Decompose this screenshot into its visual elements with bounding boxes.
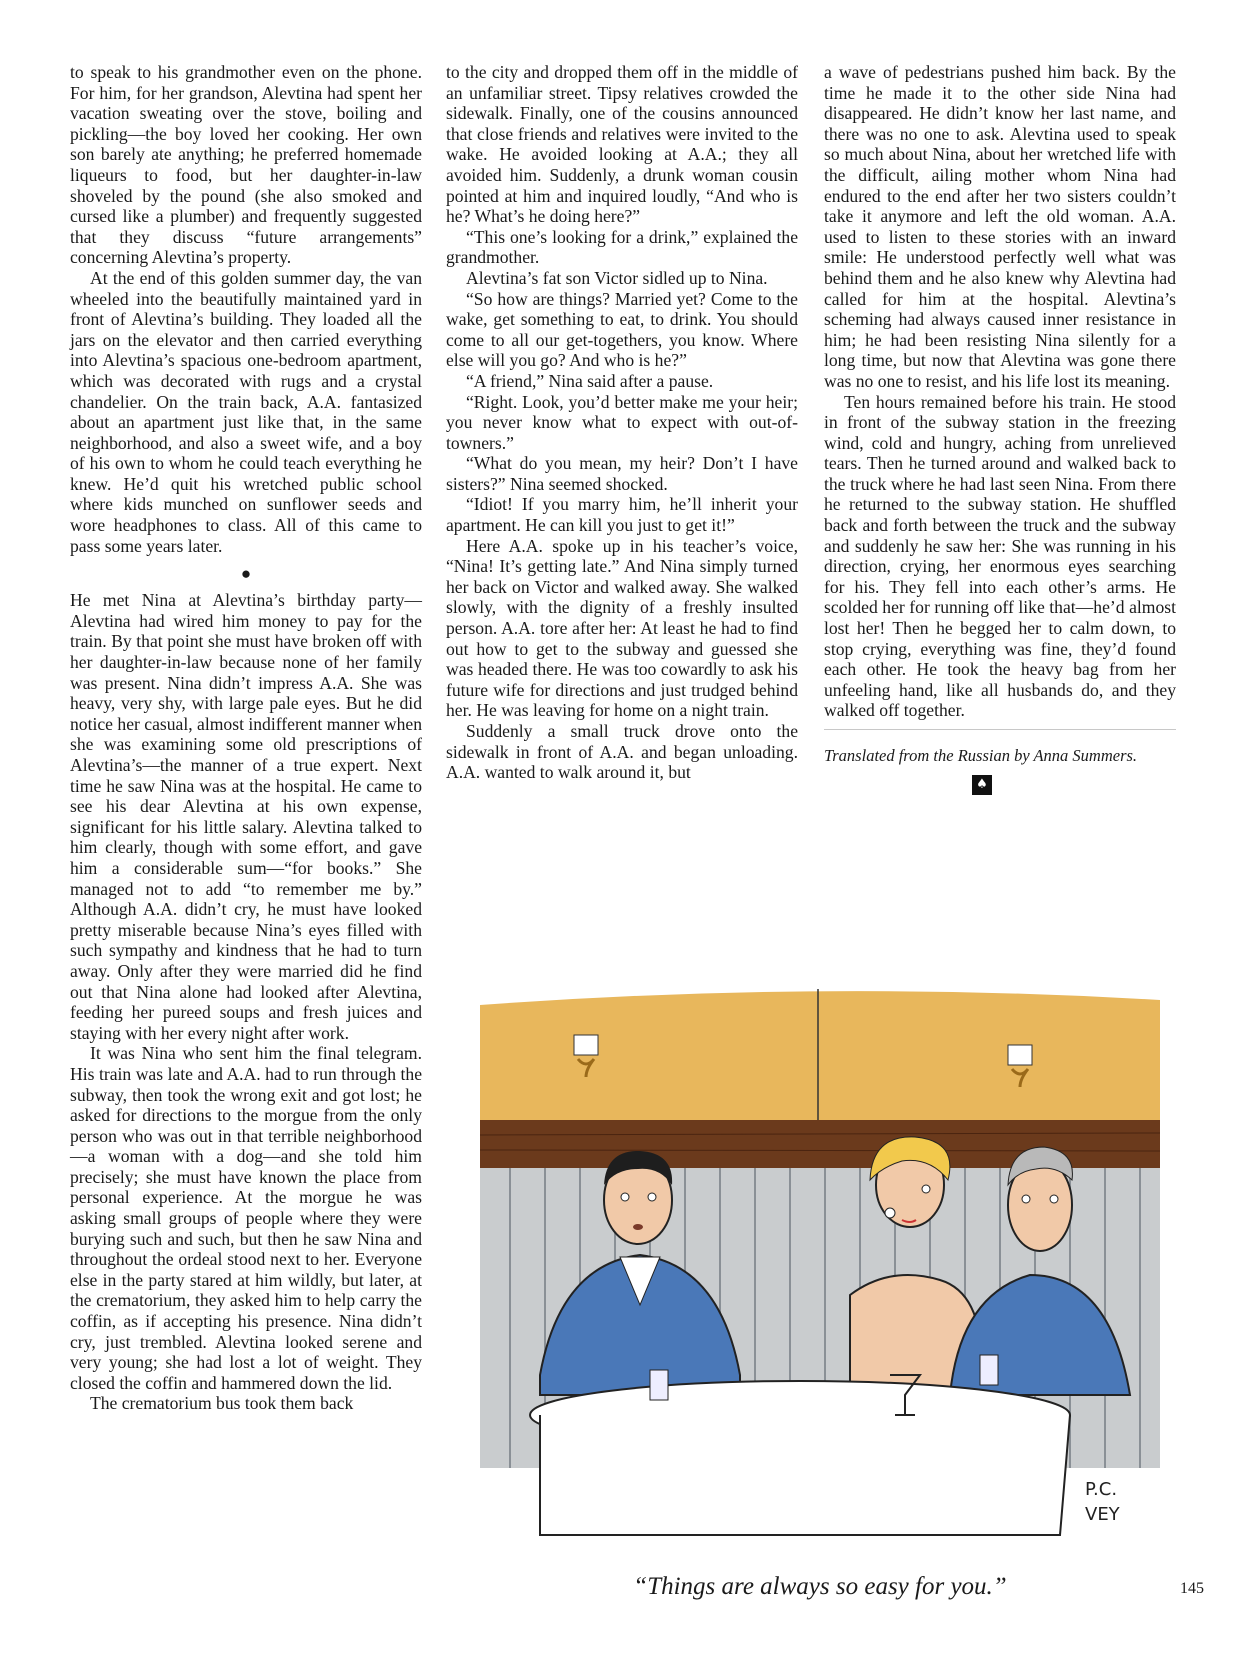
paragraph: “This one’s looking for a drink,” explained the grandmother.	[446, 226, 798, 268]
wall	[480, 991, 1160, 1120]
paragraph: Here A.A. spoke up in his teacher’s voice, “Nina! It’s getting late.” And Nina simply turned her back on Victor and walked away. She walked slowly, with the dignity of a freshly insulted person. A.A. tore after her: At least he had to find out how to get to the subway and guessed she was headed there. He was too cowardly to ask his future wife for directions and just trudged behind her. He was leaving for home on a night train.	[446, 535, 798, 721]
section-break-bullet: ●	[240, 564, 252, 584]
cartoon-illustration	[470, 975, 1170, 1545]
paragraph: He met Nina at Alevtina’s birthday party—Alevtina had wired him money to pay for the train. By that point she must have broken off with her daughter-in-law because none of her family was present. Nina didn’t impress A.A. She was heavy, very shy, with large pale eyes. But he did notice her casual, almost indifferent manner when she was examining some old prescriptions of Alevtina’s—the manner of a true expert. Next time he saw Nina was at the hospital. He came to see his dear Alevtina at his own expense, significant for his little salary. Alevtina talked to him clearly, though with some effort, and gave him a considerable sum—“for books.” She managed not to add “to remember me by.” Although A.A. didn’t cry, he must have looked pretty miserable because Nina’s eyes filled with such sympathy and kindness that he had to turn away. Only after they were married did he find out that Nina alone had looked after Alevtina, feeding her pureed soups and fresh juices and staying with her every night after work.	[70, 590, 422, 1043]
divider	[824, 729, 1176, 730]
paragraph: At the end of this golden summer day, the van wheeled into the beautifully maintained yard in front of Alevtina’s building. They loaded all the jars on the elevator and then carried everything into Alevtina’s spacious one-bedroom apartment, which was decorated with rugs and a crystal chandelier. On the train back, A.A. fantasized about an apartment just like that, in the same neighborhood, and also a sweet wife, and a boy of his own to whom he could teach everything he knew. He’d quit his wretched public school where kids munched on sunflower seeds and wore headphones to class. All of this came to pass some years later.	[70, 267, 422, 556]
page-number: 145	[1180, 1580, 1204, 1597]
glass-left	[650, 1370, 668, 1400]
paragraph: It was Nina who sent him the final telegram. His train was late and A.A. had to run through the subway, then took the wrong exit and got lost; he asked for directions to the morgue from the only person who was out in that terrible neighborhood—a woman with a dog—and she told him precisely; she must have known the place from personal experience. At the morgue he was asking small groups of people where they were burying such and such, but then he saw Nina and throughout the ordeal stood next to her. Everyone else in the party stared at him wildly, but later, at the crematorium, they asked him to help carry the coffin, as if accepting his presence. Nina didn’t cry, just trembled. Alevtina looked serene and very young; she had lost a lot of weight. They closed the coffin and hammered down the lid.	[70, 1043, 422, 1393]
paragraph: “What do you mean, my heir? Don’t I have sisters?” Nina seemed shocked.	[446, 453, 798, 494]
paragraph: a wave of pedestrians pushed him back. By the time he made it to the other side Nina had disappeared. He didn’t know her last name, and there was no one to ask. Alevtina used to speak so much about Nina, about her wretched life with the difficult, ailing mother whom Nina had endured to the end after her two sisters couldn’t take it anymore and left the old woman. A.A. used to listen to these stories with an inward smile: He understood perfectly well what was behind them and he also knew why Alevtina had called for him at the hospital. Alevtina’s scheming had always caused inner resistance in him; he had been resisting Nina silently for a long time, but now that Alevtina was gone there was no one to resist, and his life lost its meaning.	[824, 62, 1176, 391]
paragraph: The crematorium bus took them back	[90, 1393, 354, 1414]
paragraph: “Right. Look, you’d better make me your heir; you never know what to expect with out-of-towners.”	[446, 391, 798, 453]
paragraph: “Idiot! If you marry him, he’ll inherit your apartment. He can kill you just to get it!”	[446, 494, 798, 536]
cartoonist-signature: VEY	[1085, 1504, 1120, 1525]
playboy-bunny-icon: ♠	[972, 775, 992, 795]
paragraph: “A friend,” Nina said after a pause.	[466, 370, 714, 391]
paragraph: “So how are things? Married yet? Come to the wake, get something to eat, to drink. You should come to all our get-togethers, you know. Where else will you go? And who is he?”	[446, 288, 798, 371]
paragraph: Suddenly a small truck drove onto the sidewalk in front of A.A. and began unloading. A.A. wanted to walk around it, but	[446, 721, 798, 783]
cartoonist-signature: P.C.	[1085, 1479, 1118, 1500]
text-column-2	[446, 62, 798, 783]
text-column-3	[824, 62, 1176, 795]
cartoon-caption: “Things are always so easy for you.”	[633, 1573, 1007, 1600]
paragraph: Ten hours remained before his train. He stood in front of the subway station in the freezing wind, cold and hungry, aching from unrelieved tears. Then he turned around and walked back to the truck where he had last seen Nina. From there he returned to the subway station. He shuffled back and forth between the truck and the subway and suddenly he saw her: She was running in his direction, crying, her enormous eyes searching for his. They fell into each other’s arms. He scolded her for running off like that—he’d almost lost her! Then he begged her to calm down, to stop crying, everything was fine, they’d found each other. He took the heavy bag from her unfeeling hand, like all husbands do, and they walked off together.	[824, 391, 1176, 721]
paragraph: to speak to his grandmother even on the phone. For him, for her grandson, Alevtina had spent her vacation sweating over the stove, boiling and pickling—the boy loved her cooking. Her own son barely ate anything; he preferred homemade liqueurs to food, but her daughter-in-law shoveled by the pound (she also smoked and cursed like a plumber) and frequently suggested that they discuss “future arrangements” concerning Alevtina’s property.	[70, 62, 422, 268]
translator-credit: Translated from the Russian by Anna Summers.	[824, 746, 1138, 765]
paragraph: Alevtina’s fat son Victor sidled up to Nina.	[466, 267, 768, 288]
text-column-1	[70, 62, 422, 1414]
paragraph: to the city and dropped them off in the middle of an unfamiliar street. Tipsy relatives crowded the sidewalk. Finally, one of the cousins announced that close friends and relatives were invited to the wake. He avoided looking at A.A.; they all avoided him. Suddenly, a drunk woman cousin pointed at him and inquired loudly, “And who is he? What’s he doing here?”	[446, 62, 798, 227]
glass-right	[980, 1355, 998, 1385]
